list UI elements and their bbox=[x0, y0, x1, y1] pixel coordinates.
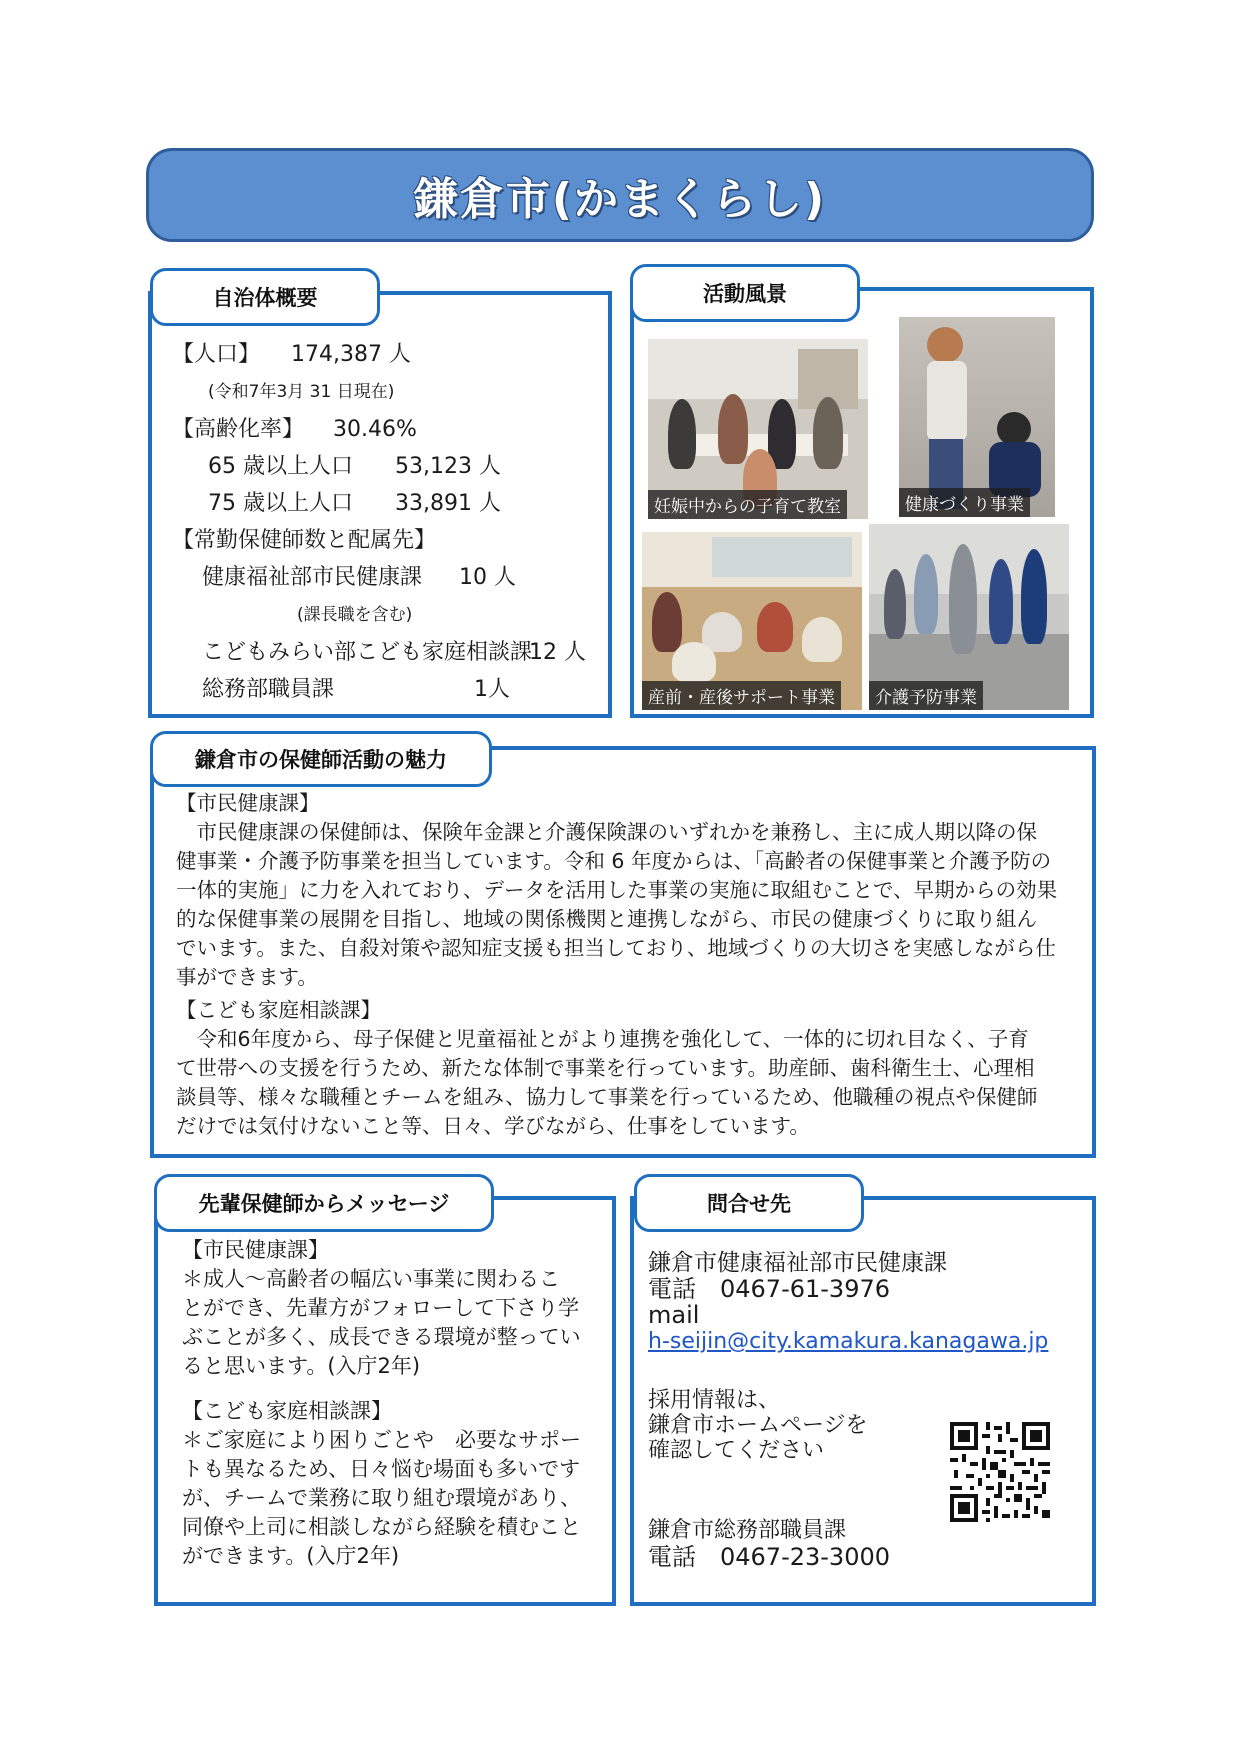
activity-photo-health bbox=[899, 317, 1055, 517]
staff-dept: こどもみらい部こども家庭相談課 bbox=[202, 640, 533, 665]
message-section2-title: 【こども家庭相談課】 bbox=[182, 1399, 392, 1423]
message-section2-line: ができます。(入庁2年) bbox=[182, 1544, 400, 1568]
overview-heading bbox=[150, 268, 380, 326]
message-section2-line: ＊ご家庭により困りごとや 必要なサポー bbox=[182, 1428, 581, 1452]
age65-row bbox=[172, 448, 602, 485]
appeal-heading-text: 鎌倉市の保健師活動の魅力 bbox=[195, 748, 447, 772]
activity-photo-parenting-class bbox=[648, 339, 868, 519]
appeal-section1-title: 【市民健康課】 bbox=[176, 791, 320, 815]
activity-photo-care-prevention bbox=[869, 524, 1069, 710]
population-row bbox=[172, 336, 602, 373]
staff-count: 10 人 bbox=[459, 565, 516, 590]
message-section2-line: トも異なるため、日々悩む場面も多いです bbox=[182, 1457, 581, 1481]
contact-recruit-line: 確認してください bbox=[648, 1438, 825, 1463]
appeal-section1-line: 市民健康課の保健師は、保険年金課と介護保険課のいずれかを兼務し、主に成人期以降の保 bbox=[176, 820, 1037, 844]
age65-label: 65 歳以上人口 bbox=[208, 454, 353, 479]
contact-heading bbox=[634, 1174, 864, 1232]
staff-dept: 健康福祉部市民健康課 bbox=[202, 565, 423, 590]
appeal-content bbox=[176, 789, 1086, 1141]
message-section1-line: ぶことが多く、成長できる環境が整ってい bbox=[182, 1325, 581, 1349]
activity-photo-prenatal bbox=[642, 532, 862, 710]
appeal-section1-line: 健事業・介護予防事業を担当しています。令和 6 年度からは、「高齢者の保健事業と介護予防の bbox=[176, 849, 1052, 873]
age75-value: 33,891 人 bbox=[395, 491, 501, 516]
staff-row-3 bbox=[172, 671, 602, 708]
qr-code-icon[interactable] bbox=[950, 1422, 1050, 1522]
appeal-section1-line: 事ができます。 bbox=[176, 965, 318, 989]
staff-count: 12 人 bbox=[529, 640, 586, 665]
staff-note: (課長職を含む) bbox=[297, 605, 413, 625]
aging-value: 30.46% bbox=[333, 417, 417, 442]
appeal-section2-line: て世帯への支援を行うため、新たな体制で事業を行っています。助産師、歯科衛生士、心理相 bbox=[176, 1056, 1035, 1080]
contact-recruit-line: 採用情報は、 bbox=[648, 1388, 781, 1413]
appeal-section2-title: 【こども家庭相談課】 bbox=[176, 998, 381, 1022]
contact-heading-text: 問合せ先 bbox=[707, 1192, 791, 1216]
population-label: 【人口】 bbox=[172, 342, 261, 367]
age75-row bbox=[172, 485, 602, 522]
appeal-section1-line: 一体的実施」に力を入れており、データを活用した事業の実施に取組むことで、早期からの効果 bbox=[176, 878, 1058, 902]
caption-care-prevention: 介護予防事業 bbox=[869, 681, 983, 710]
contact-email-link[interactable]: h-seijin@city.kamakura.kanagawa.jp bbox=[648, 1329, 1049, 1354]
population-value: 174,387 人 bbox=[291, 342, 411, 367]
staff-row-2 bbox=[172, 634, 602, 671]
contact-recruit-line: 鎌倉市ホームページを bbox=[648, 1413, 868, 1438]
message-section1-title: 【市民健康課】 bbox=[182, 1238, 329, 1262]
caption-parenting-class: 妊娠中からの子育て教室 bbox=[648, 490, 847, 519]
contact-dept2: 鎌倉市総務部職員課 bbox=[648, 1518, 847, 1543]
appeal-heading bbox=[150, 731, 492, 787]
staff-dept: 総務部職員課 bbox=[202, 677, 335, 702]
appeal-section1-line: でいます。また、自殺対策や認知症支援も担当しており、地域づくりの大切さを実感しながら仕 bbox=[176, 936, 1056, 960]
message-heading-text: 先輩保健師からメッセージ bbox=[198, 1192, 450, 1216]
aging-row bbox=[172, 411, 602, 448]
activity-heading bbox=[630, 264, 860, 322]
message-heading bbox=[154, 1174, 494, 1232]
contact-mail-label: mail bbox=[648, 1301, 700, 1329]
title-banner bbox=[146, 148, 1094, 242]
caption-prenatal: 産前・産後サポート事業 bbox=[642, 681, 841, 710]
overview-content bbox=[172, 336, 602, 708]
contact-dept1: 鎌倉市健康福祉部市民健康課 bbox=[648, 1250, 947, 1276]
contact-phone2: 電話 0467-23-3000 bbox=[648, 1543, 891, 1571]
message-section1-line: ると思います。(入庁2年) bbox=[182, 1354, 421, 1378]
message-section2-line: 同僚や上司に相談しながら経験を積むこと bbox=[182, 1515, 581, 1539]
contact-phone1: 電話 0467-61-3976 bbox=[648, 1275, 891, 1303]
caption-health: 健康づくり事業 bbox=[899, 488, 1030, 517]
message-content bbox=[182, 1236, 602, 1571]
appeal-section2-line: 談員等、様々な職種とチームを組み、協力して事業を行っているため、他職種の視点や保健師 bbox=[176, 1085, 1038, 1109]
age75-label: 75 歳以上人口 bbox=[208, 491, 353, 516]
age65-value: 53,123 人 bbox=[395, 454, 501, 479]
page-title: 鎌倉市(かまくらし) bbox=[413, 174, 827, 225]
aging-label: 【高齢化率】 bbox=[172, 417, 305, 442]
staff-row-1 bbox=[172, 559, 602, 596]
staff-count: 1人 bbox=[474, 677, 510, 702]
activity-heading-text: 活動風景 bbox=[703, 282, 787, 306]
appeal-section2-line: 令和6年度から、母子保健と児童福祉とがより連携を強化して、一体的に切れ目なく、子育 bbox=[176, 1027, 1029, 1051]
appeal-section2-line: だけでは気付けないこと等、日々、学びながら、仕事をしています。 bbox=[176, 1114, 810, 1138]
message-section2-line: が、チームで業務に取り組む環境があり、 bbox=[182, 1486, 581, 1510]
overview-heading-text: 自治体概要 bbox=[212, 286, 318, 310]
appeal-section1-line: 的な保健事業の展開を目指し、地域の関係機関と連携しながら、市民の健康づくりに取り組ん bbox=[176, 907, 1037, 931]
staff-label: 【常勤保健師数と配属先】 bbox=[172, 528, 437, 553]
message-section1-line: とができ、先輩方がフォローして下さり学 bbox=[182, 1296, 580, 1320]
message-section1-line: ＊成人～高齢者の幅広い事業に関わるこ bbox=[182, 1267, 560, 1291]
population-date: (令和7年3月 31 日現在) bbox=[208, 382, 395, 402]
